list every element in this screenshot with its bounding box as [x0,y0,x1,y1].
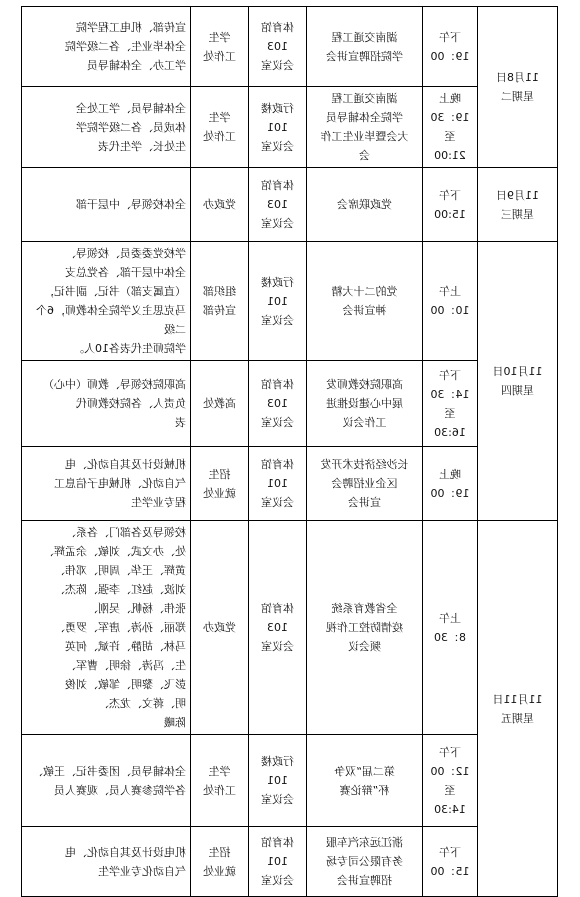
cell-text-line: 会议室 [261,139,294,153]
cell-text-line: 会 [359,149,370,162]
table-row [22,827,558,897]
time-cell [423,7,478,87]
event-cell [307,447,423,521]
cell-text-line: 103 [267,397,288,410]
cell-text-line: 下午 [439,745,461,759]
cell-text-line: 彭飞、黎明、邹敏、刘俊 [65,678,186,691]
cell-text-line: 郑丽、孙涛、唐军、罗勇、 [54,621,186,634]
event-cell [307,7,423,87]
cell-text-line: 会议室 [261,59,294,72]
place-cell [249,7,307,87]
cell-text-line: 区企业招聘会 [331,477,398,490]
cell-text-line: 8：30 [434,630,466,644]
cell-text-line: 招生 [208,845,231,859]
cell-text-line: 晚上 [439,467,461,481]
cell-text-line: 组织部 [203,285,236,298]
cell-text-line: 神宣讲会 [342,304,387,317]
cell-text-line: 各学院参赛人员、观赛人员 [54,783,186,797]
cell-text-line: 党政办 [203,621,236,634]
time-cell [423,521,478,735]
cell-text-line: 气自动化、机械电子信息工 [54,477,186,490]
cell-text-line: 工作处 [203,130,236,143]
organizer-cell [191,361,249,447]
cell-text-line: 晚上 [439,92,461,105]
time-cell [423,827,478,897]
cell-text-line: 大会暨毕业生工作 [320,130,409,143]
cell-text-line: 全体校领导、中层干部 [76,198,186,211]
cell-text-line: 101 [267,294,288,308]
cell-text-line: 上午 [439,285,461,298]
cell-text-line: 学生 [208,30,231,44]
table-row [22,87,558,168]
cell-text-line: 星期五 [501,711,534,725]
cell-text-line: 101 [267,120,288,134]
cell-text-line: 陈曦 [164,716,186,729]
time-cell [423,242,478,361]
cell-text-line: 15：00 [430,864,470,878]
cell-text-line: 全体辅导员、团委书记、王敏、 [32,764,186,778]
time-cell [423,168,478,242]
cell-text-line: 103 [267,198,288,211]
organizer-cell [191,447,249,521]
cell-text-line: 宣传部 [203,304,236,317]
cell-text-line: 体育馆 [261,836,294,849]
organizer-cell [191,7,249,87]
cell-text-line: 16:30 [434,425,466,439]
cell-text-line: 工作处 [203,49,236,63]
table-row [22,521,558,735]
cell-text-line: 14：30 [430,387,470,401]
cell-text-line: 会议室 [261,313,294,327]
cell-text-line: 浙江远东汽车服 [326,836,403,849]
cell-text-line: 程专业学生 [131,496,186,509]
cell-text-line: 学生 [208,764,231,778]
cell-text-line: 展中心建设推进 [326,397,403,410]
cell-text-line: 明、蒋文、龙杰、 [98,697,186,710]
cell-text-line: 党政联席会 [337,198,392,211]
cell-text-line: 下午 [439,188,461,202]
place-cell [249,87,307,168]
cell-text-line: 会议室 [261,640,294,653]
cell-text-line: 会议室 [261,496,294,509]
cell-text-line: 至 [444,406,456,420]
attendees-cell [22,7,191,87]
cell-text-line: 招聘宣讲会 [337,874,392,887]
cell-text-line: 至 [444,783,456,797]
cell-text-line: 马克思主义学院全体教师，6个二级 [36,304,186,336]
cell-text-line: 10：00 [430,304,470,317]
cell-text-line: 宣讲会 [348,496,381,509]
cell-text-line: 103 [267,40,288,53]
cell-text-line: 11月10日 [492,365,543,378]
event-cell [307,168,423,242]
cell-text-line: 务有限公司专场 [326,855,403,868]
time-cell [423,361,478,447]
cell-text-line: 机电设计及其自动化、电 [65,845,186,859]
cell-text-line: 会议室 [261,874,294,887]
cell-text-line: 就业处 [203,864,236,878]
cell-text-line: 工作处 [203,783,236,797]
cell-text-line: 湖南交通工程 [331,92,398,105]
cell-text-line: 103 [267,621,288,634]
time-cell [423,87,478,168]
cell-text-line: 工作会议 [342,416,387,429]
attendees-cell [22,361,191,447]
table-row [22,168,558,242]
cell-text-line: 学生 [208,111,231,124]
cell-text-line: 高职院校领导、教师（中心） [43,378,186,391]
cell-text-line: （直属支部）书记、副书记， [43,285,186,298]
cell-text-line: 会议室 [261,793,294,806]
cell-text-line: 党的二十大精 [331,285,398,298]
cell-text-line: 高职院校教师发 [326,378,403,391]
organizer-cell [191,168,249,242]
cell-text-line: 上午 [439,611,461,625]
time-cell [423,735,478,827]
table-row [22,7,558,87]
cell-text-line: 21:00 [434,149,466,162]
cell-text-line: 全体毕业生、各二级学院 [65,40,186,53]
cell-text-line: 下午 [439,368,461,382]
attendees-cell [22,87,191,168]
organizer-cell [191,521,249,735]
cell-text-line: 招生 [208,467,231,481]
cell-text-line: 张伟、杨帆、吴刚、 [87,602,186,615]
cell-text-line: 杯”辩论赛 [339,783,390,797]
cell-text-line: 101 [267,477,288,490]
cell-text-line: 15:00 [434,207,466,221]
date-cell [478,521,558,897]
place-cell [249,361,307,447]
cell-text-line: 会议室 [261,217,294,230]
event-cell [307,242,423,361]
cell-text-line: 长沙经济技术开发 [320,458,409,471]
cell-text-line: 黄辉、王华、周明、邓伟、 [54,564,186,577]
cell-text-line: 就业处 [203,486,236,500]
cell-text-line: 体育馆 [261,378,294,391]
cell-text-line: 校领导及各部门、各系、 [65,526,186,539]
attendees-cell [22,735,191,827]
organizer-cell [191,242,249,361]
cell-text-line: 行政楼 [261,755,294,768]
event-cell [307,521,423,735]
cell-text-line: 11月8日 [496,71,539,84]
cell-text-line: 学工办、全体辅导员 [87,59,186,72]
cell-text-line: 体育馆 [261,179,294,192]
cell-text-line: 101 [267,774,288,787]
cell-text-line: 19：00 [430,486,470,500]
table-row [22,361,558,447]
cell-text-line: 19：00 [430,49,470,63]
cell-text-line: 处、办文武、刘敏、余孟辉、 [43,545,186,558]
cell-text-line: 第二届“双争 [334,764,395,778]
cell-text-line: 全体中层干部、各党总支 [65,266,186,279]
organizer-cell [191,87,249,168]
cell-text-line: 表 [175,416,186,429]
cell-text-line: 生处长、学生代表 [98,139,186,153]
cell-text-line: 体成员、各二级学院学 [76,120,186,134]
cell-text-line: 机械设计及其自动化、电 [65,458,186,471]
cell-text-line: 学院师生代表各10人。 [73,342,186,355]
attendees-cell [22,447,191,521]
cell-text-line: 行政楼 [261,101,294,115]
date-cell [478,168,558,242]
cell-text-line: 101 [267,855,288,868]
table-row [22,447,558,521]
date-cell [478,7,558,168]
cell-text-line: 12：00 [430,764,470,778]
cell-text-line: 体育馆 [261,21,294,34]
cell-text-line: 下午 [439,845,461,859]
organizer-cell [191,827,249,897]
cell-text-line: 宣传部、机电工程学院 [76,21,186,34]
cell-text-line: 疫情防控工作视 [326,621,403,634]
cell-text-line: 11月9日 [496,188,539,202]
cell-text-line: 星期二 [501,90,534,103]
cell-text-line: 体育馆 [261,458,294,471]
place-cell [249,827,307,897]
date-cell [478,242,558,521]
cell-text-line: 气自动化专业学生 [98,864,186,878]
cell-text-line: 19：30 [430,111,470,124]
attendees-cell [22,521,191,735]
cell-text-line: 学校党委委员、校领导、 [65,247,186,260]
organizer-cell [191,735,249,827]
cell-text-line: 至 [444,130,456,143]
place-cell [249,735,307,827]
table-row [22,735,558,827]
cell-text-line: 体育馆 [261,602,294,615]
event-cell [307,87,423,168]
attendees-cell [22,242,191,361]
place-cell [249,447,307,521]
cell-text-line: 下午 [439,30,461,44]
place-cell [249,168,307,242]
cell-text-line: 湖南交通工程 [331,30,398,44]
meeting-schedule-table [21,6,558,897]
cell-text-line: 行政楼 [261,275,294,289]
cell-text-line: 生、冯涛、徐明、曹军、 [65,659,186,672]
cell-text-line: 全体辅导员、学工处全 [76,101,186,115]
cell-text-line: 全省教育系统 [331,602,398,615]
cell-text-line: 星期三 [501,207,534,221]
place-cell [249,242,307,361]
event-cell [307,735,423,827]
cell-text-line: 刘波、赵红、李强、陈杰、 [54,583,186,596]
cell-text-line: 负责人、各院校教师代 [76,397,186,410]
event-cell [307,361,423,447]
place-cell [249,521,307,735]
table-row [22,242,558,361]
cell-text-line: 学院全体辅导员 [326,111,403,124]
time-cell [423,447,478,521]
cell-text-line: 高教处 [203,397,236,410]
cell-text-line: 11月11日 [492,692,543,706]
attendees-cell [22,827,191,897]
cell-text-line: 会议室 [261,416,294,429]
cell-text-line: 马林、胡静、许斌、何英 [65,640,186,653]
attendees-cell [22,168,191,242]
cell-text-line: 星期四 [501,384,534,397]
cell-text-line: 学院招聘宣讲会 [326,49,403,63]
cell-text-line: 频会议 [348,640,381,653]
cell-text-line: 党政办 [203,198,236,211]
cell-text-line: 14:30 [434,802,466,816]
event-cell [307,827,423,897]
